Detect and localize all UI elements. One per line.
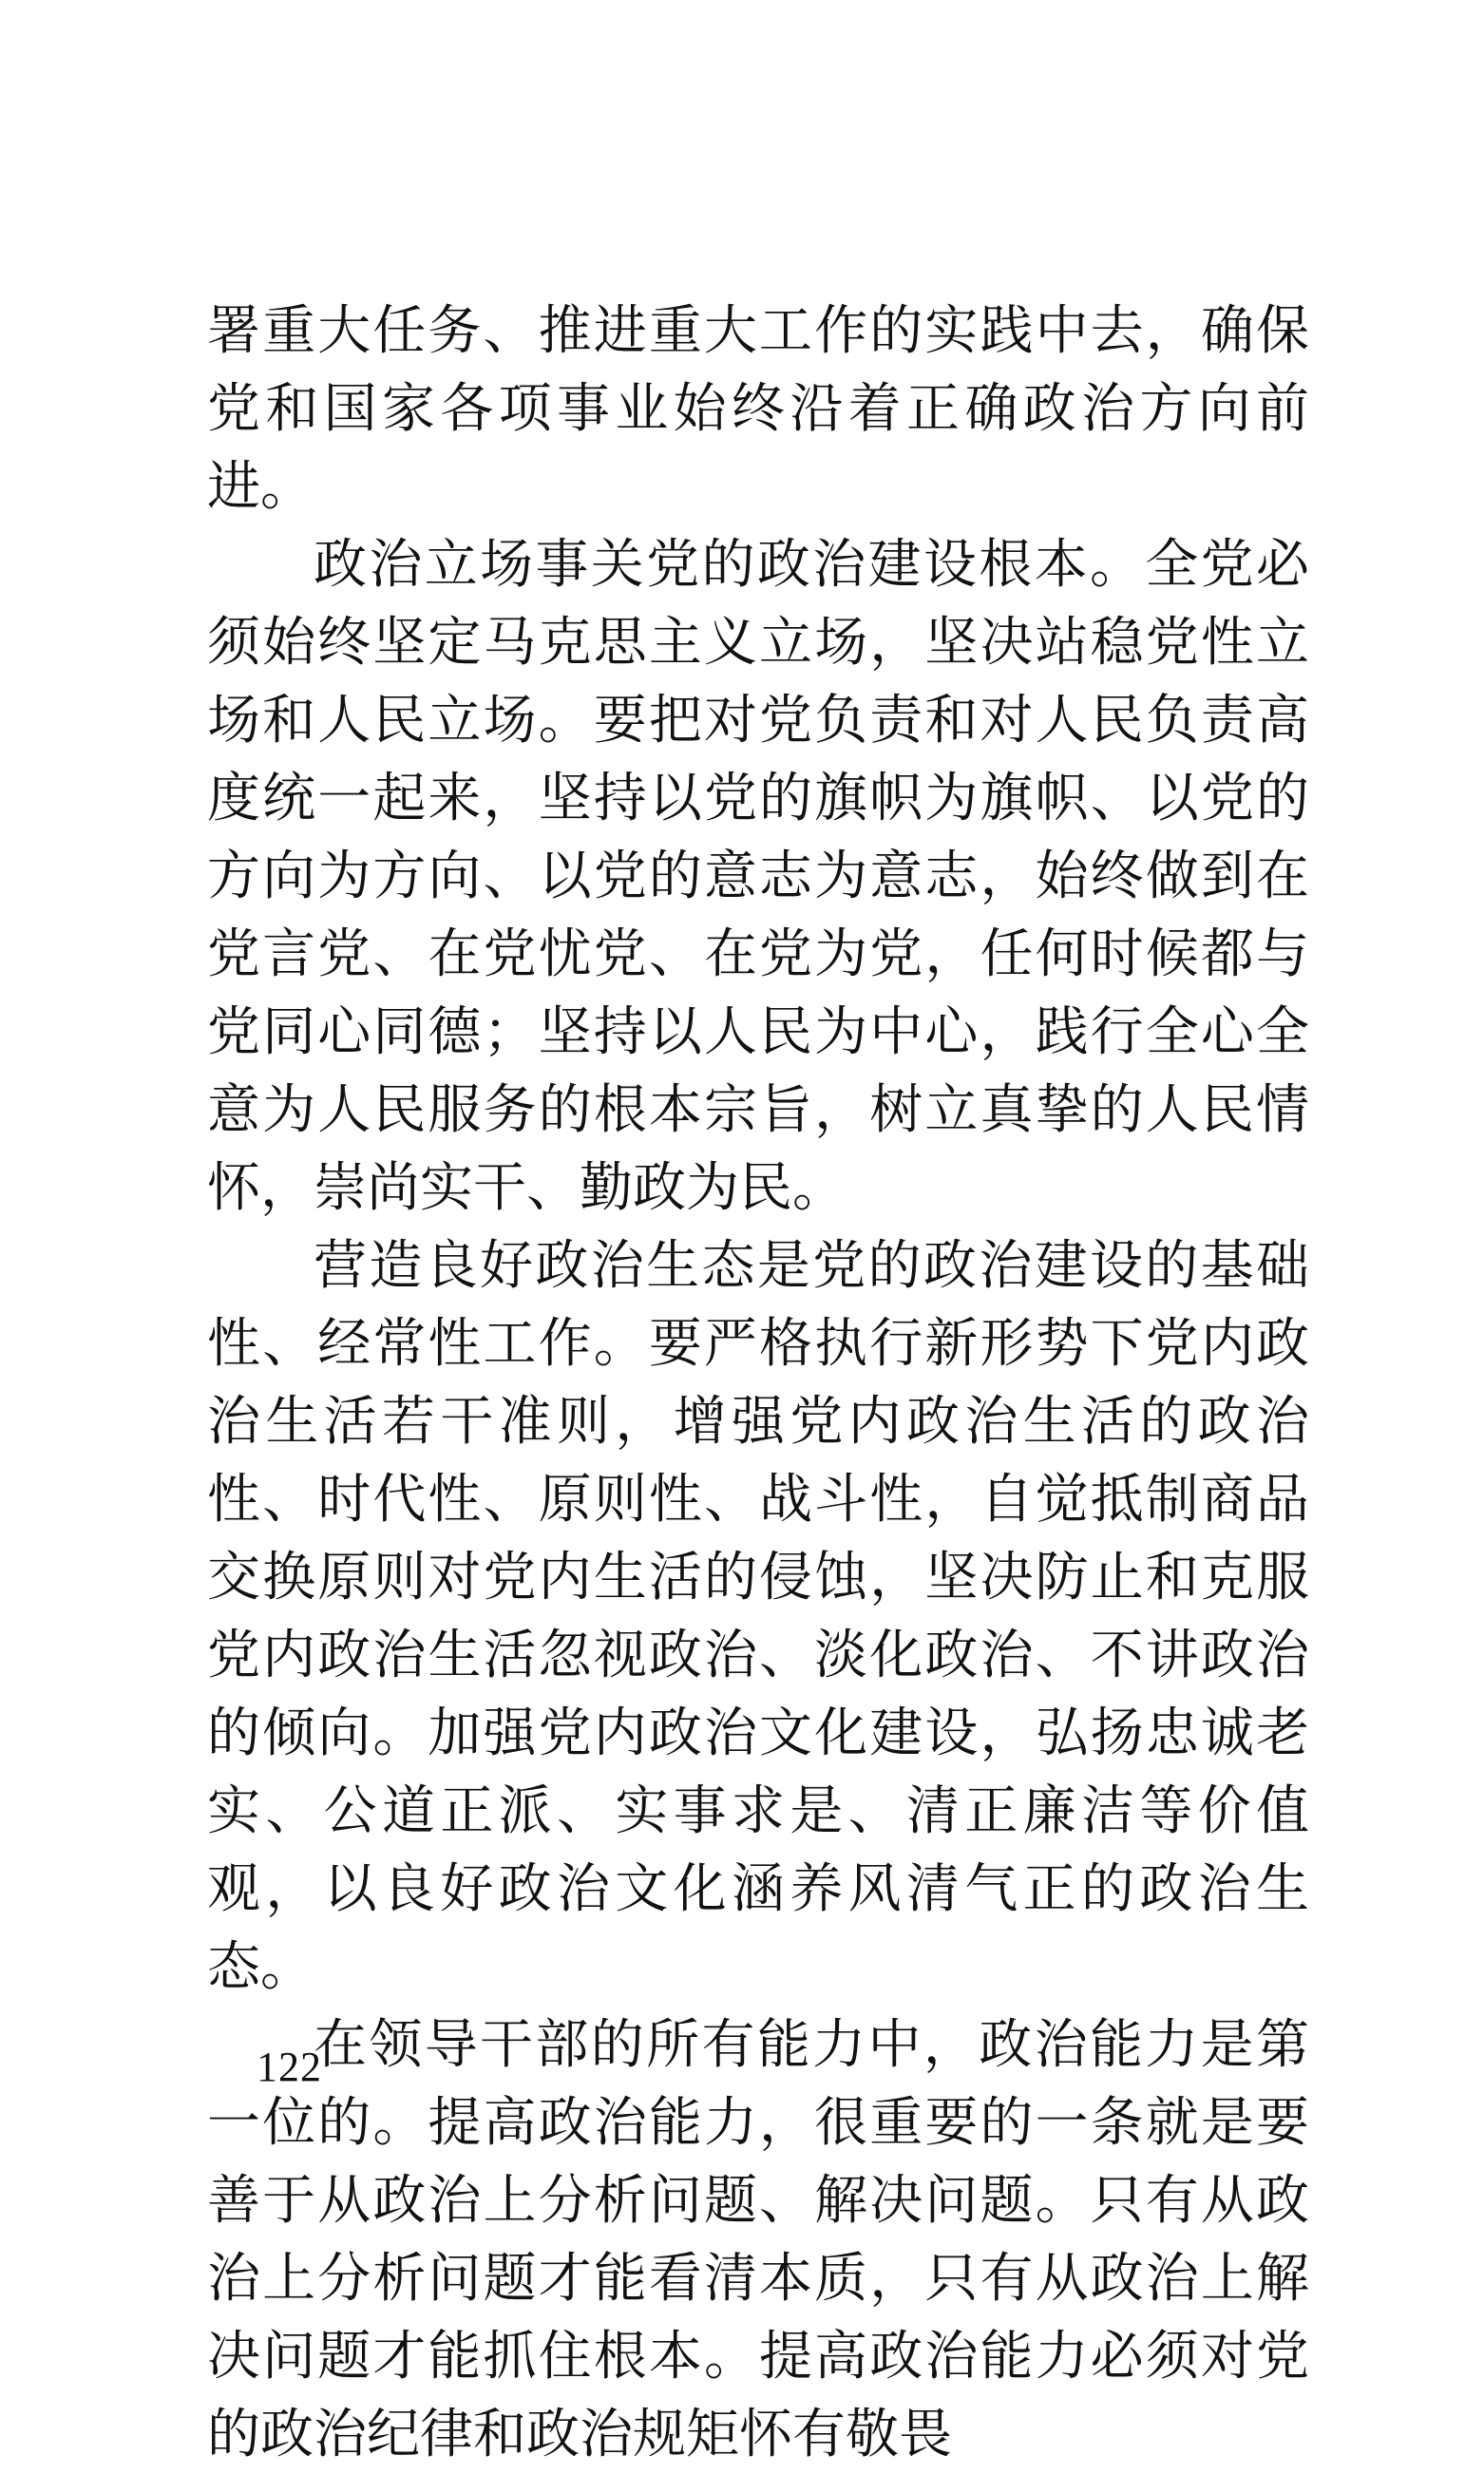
paragraph-political-stance: 政治立场事关党的政治建设根本。全党必须始终坚定马克思主义立场，坚决站稳党性立场和人民立场。要把对党负责和对人民负责高度统一起来，坚持以党的旗帜为旗帜、以党的方向为方向、以党的意志为意志，始终做到在党言党、在党忧党、在党为党，任何时候都与党同心同德；坚持以人民为中心，践行全心全意为人民服务的根本宗旨，树立真挚的人民情怀，崇尚实干、勤政为民。	[207, 534, 1309, 1219]
page-number: 122	[257, 2044, 322, 2090]
body-text	[207, 293, 1309, 2474]
paragraph-continuation: 署重大任务、推进重大工作的实践中去，确保党和国家各项事业始终沿着正确政治方向前进。	[207, 300, 1309, 518]
paragraph-political-ability: 在领导干部的所有能力中，政治能力是第一位的。提高政治能力，很重要的一条就是要善于从政治上分析问题、解决问题。只有从政治上分析问题才能看清本质，只有从政治上解决问题才能抓住根本。提高政治能力必须对党的政治纪律和政治规矩怀有敬畏	[207, 2014, 1309, 2465]
paragraph-political-ecology: 营造良好政治生态是党的政治建设的基础性、经常性工作。要严格执行新形势下党内政治生活若干准则，增强党内政治生活的政治性、时代性、原则性、战斗性，自觉抵制商品交换原则对党内生活的侵蚀，坚决防止和克服党内政治生活忽视政治、淡化政治、不讲政治的倾向。加强党内政治文化建设，弘扬忠诚老实、公道正派、实事求是、清正廉洁等价值观，以良好政治文化涵养风清气正的政治生态。	[207, 1235, 1309, 1998]
